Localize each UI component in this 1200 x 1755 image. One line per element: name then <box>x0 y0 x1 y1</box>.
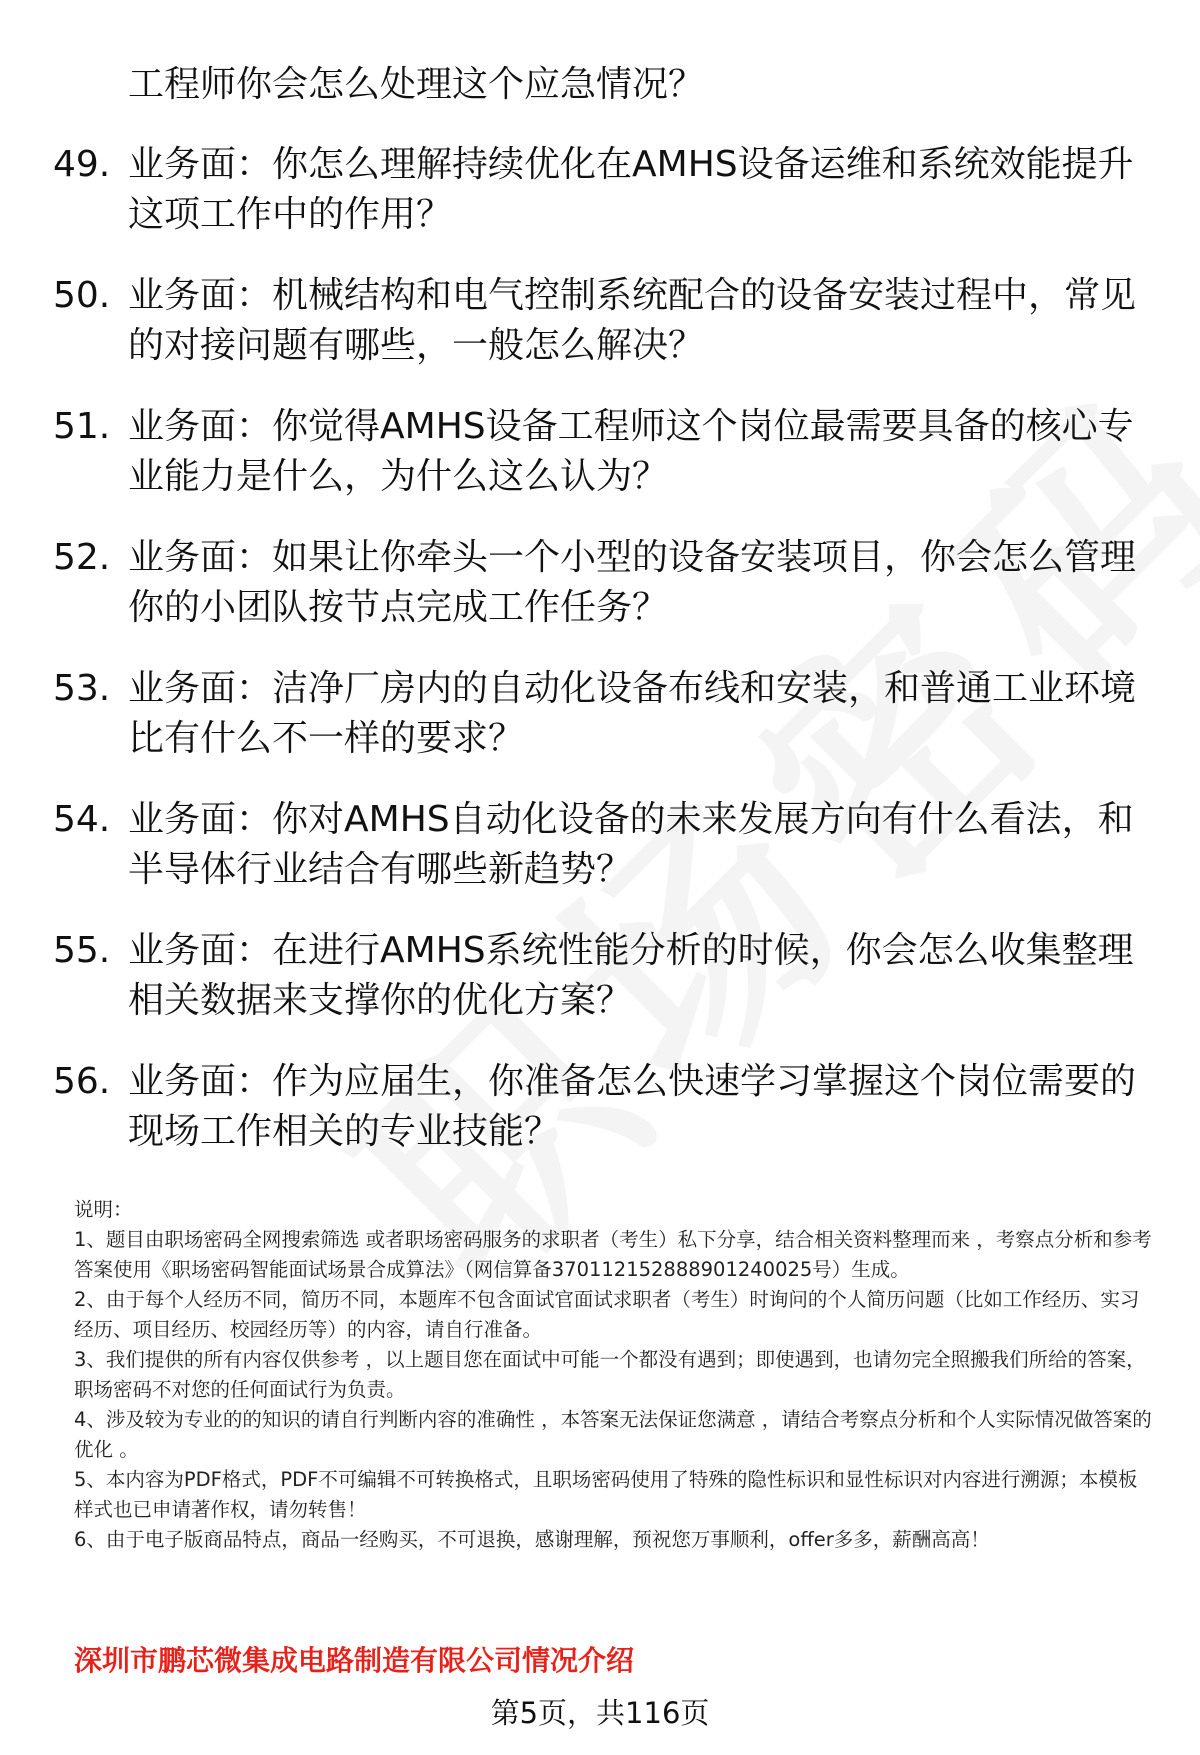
note-item: 6、由于电子版商品特点，商品一经购买，不可退换，感谢理解，预祝您万事顺利，offer多多，薪酬高高！ <box>74 1528 990 1551</box>
question-item <box>0 271 1200 402</box>
question-item <box>0 402 1200 533</box>
question-text: 业务面：机械结构和电气控制系统配合的设备安装过程中，常见的对接问题有哪些，一般怎么解决？ <box>128 275 1137 366</box>
question-text: 业务面：在进行AMHS系统性能分析的时候，你会怎么收集整理相关数据来支撑你的优化方案？ <box>128 930 1134 1021</box>
page-footer: 第5页，共116页 <box>490 1696 710 1730</box>
question-number: 51. <box>53 406 111 447</box>
note-item: 5、本内容为PDF格式，PDF不可编辑不可转换格式，且职场密码使用了特殊的隐性标识和显性标识对内容进行溯源；本模板样式也已申请著作权，请勿转售！ <box>74 1468 1138 1521</box>
question-number: 49. <box>53 144 111 185</box>
question-text: 业务面：作为应届生，你准备怎么快速学习掌握这个岗位需要的现场工作相关的专业技能？ <box>128 1061 1137 1152</box>
question-continuation: 工程师你会怎么处理这个应急情况？ <box>128 64 705 105</box>
question-number: 50. <box>53 275 111 316</box>
question-list <box>0 140 1200 1188</box>
notes-heading: 说明： <box>74 1198 133 1221</box>
question-text: 业务面：洁净厂房内的自动化设备布线和安装，和普通工业环境比有什么不一样的要求？ <box>128 668 1137 759</box>
question-number: 54. <box>53 799 111 840</box>
note-item: 3、我们提供的所有内容仅供参考 ，以上题目您在面试中可能一个都没有遇到；即使遇到，也请勿完全照搬我们所给的答案，职场密码不对您的任何面试行为负责。 <box>74 1348 1146 1401</box>
question-item <box>0 533 1200 664</box>
notes-section <box>74 1195 1154 1555</box>
question-item <box>0 664 1200 795</box>
question-number: 52. <box>53 537 111 578</box>
question-item <box>0 140 1200 271</box>
question-text: 业务面：如果让你牵头一个小型的设备安装项目，你会怎么管理你的小团队按节点完成工作任务？ <box>128 537 1137 628</box>
question-number: 56. <box>53 1061 111 1102</box>
company-title: 深圳市鹏芯微集成电路制造有限公司情况介绍 <box>74 1644 635 1677</box>
note-item: 1、题目由职场密码全网搜索筛选 或者职场密码服务的求职者（考生）私下分享，结合相关资料整理而来 ，考察点分析和参考答案使用《职场密码智能面试场景合成算法》（网信算备370112152888901240025号）生成。 <box>74 1228 1152 1281</box>
note-item: 2、由于每个人经历不同，简历不同，本题库不包含面试官面试求职者（考生）时询问的个人简历问题（比如工作经历、实习经历、项目经历、校园经历等）的内容，请自行准备。 <box>74 1288 1140 1341</box>
question-text: 业务面：你对AMHS自动化设备的未来发展方向有什么看法，和半导体行业结合有哪些新趋势？ <box>128 799 1134 890</box>
question-number: 55. <box>53 930 111 971</box>
question-text: 业务面：你怎么理解持续优化在AMHS设备运维和系统效能提升这项工作中的作用？ <box>128 144 1134 235</box>
question-item <box>0 926 1200 1057</box>
note-item: 4、涉及较为专业的的知识的请自行判断内容的准确性 ，本答案无法保证您满意 ，请结合考察点分析和个人实际情况做答案的优化 。 <box>74 1408 1152 1461</box>
question-item <box>0 795 1200 926</box>
question-text: 业务面：你觉得AMHS设备工程师这个岗位最需要具备的核心专业能力是什么，为什么这么认为？ <box>128 406 1134 497</box>
question-item <box>0 1057 1200 1188</box>
question-number: 53. <box>53 668 111 709</box>
